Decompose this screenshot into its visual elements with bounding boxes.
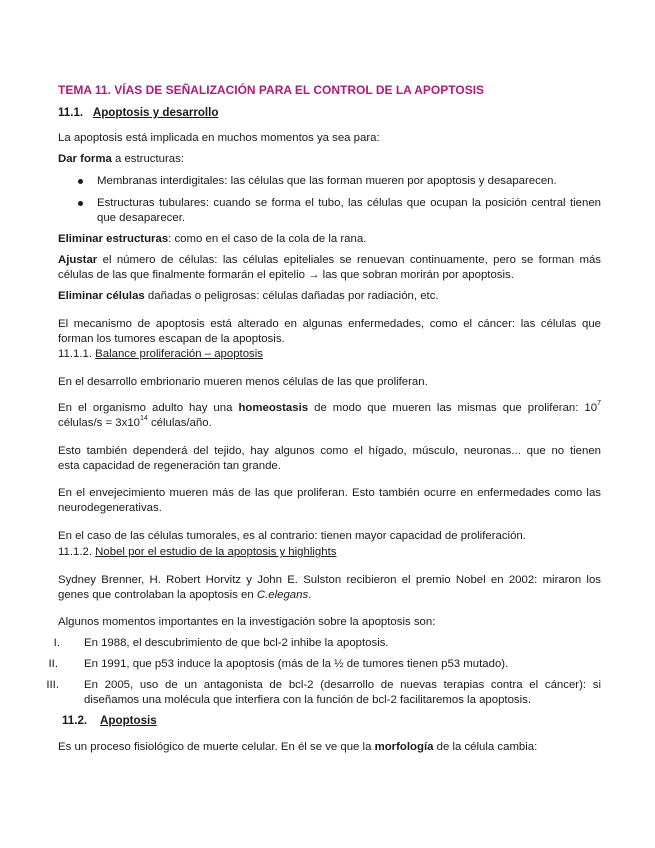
section-title: Apoptosis y desarrollo (92, 106, 219, 119)
subsection-heading-11-1-1 (58, 347, 601, 362)
mecanismo-line-1: El mecanismo de apoptosis está alterado en algunas enfermedades, como el cáncer: las células que (58, 318, 601, 330)
bold-term: morfología (374, 741, 434, 753)
text: células/año. (147, 417, 212, 429)
sydney-line-1: Sydney Brenner, H. Robert Horvitz y John E. Sulston recibieron el premio Nobel en 2002: miraron los (58, 574, 601, 586)
bullet-icon (78, 174, 86, 189)
text: genes que controlaban la apoptosis en (58, 589, 257, 601)
bullet-item-2: Estructuras tubulares: cuando se forma el tubo, las células que ocupan la posición central tienen (97, 197, 601, 209)
text: En el organismo adulto hay una (58, 402, 239, 414)
eliminar-celulas-line (58, 289, 601, 304)
page-title: TEMA 11. VÍAS DE SEÑALIZACIÓN PARA EL CONTROL DE LA APOPTOSIS (58, 83, 485, 97)
section-number: 11.2. (62, 714, 88, 727)
envejecimiento-line-1: En el envejecimiento mueren más de las que proliferan. Esto también ocurre en enfermedades como las (58, 487, 601, 499)
superscript: 7 (597, 400, 601, 407)
bullet-icon (78, 196, 86, 211)
milestone-item-3: En 2005, uso de un antagonista de bcl-2 (desarrollo de nuevas terapias contra el cáncer): si (84, 679, 601, 691)
roman-numeral: I. (53, 637, 60, 649)
text: Es un proceso fisiológico de muerte celular. En él se ve que la (58, 741, 375, 753)
roman-numeral: III. (46, 679, 59, 691)
superscript: 14 (140, 415, 148, 422)
section-heading-11-2 (62, 713, 601, 728)
text: de la célula cambia: (433, 741, 538, 753)
proceso-paragraph (58, 740, 601, 755)
text: : como en el caso de la cola de la rana. (168, 233, 367, 245)
embrionario-paragraph: En el desarrollo embrionario mueren menos células de las que proliferan. (58, 376, 428, 388)
text: células/s = 3x10 (58, 417, 140, 429)
section-title: Apoptosis (100, 714, 157, 727)
eliminar-estructuras-line (58, 232, 601, 247)
tejido-line-1: Esto también dependerá del tejido, hay algunos como el hígado, músculo, neuronas... que no tienen (58, 445, 601, 457)
text: de modo que mueren las mismas que proliferan: 10 (308, 402, 598, 414)
bullet-item-2-cont: que desaparecer. (97, 212, 186, 224)
text: dañadas o peligrosas: células dañadas por radiación, etc. (144, 290, 439, 302)
text: . (308, 589, 312, 601)
text: el número de células: las células epiteliales se renuevan continuamente, pero se forman más (97, 254, 601, 266)
mecanismo-line-2: forman los tumores escapan de la apoptosis. (58, 333, 285, 345)
text: a estructuras: (111, 153, 184, 165)
milestone-item-3-cont: diseñamos una molécula que interfiera con la función de bcl-2 facilitaremos la apoptosis. (84, 694, 532, 706)
bold-term: Dar forma (58, 153, 112, 165)
sydney-line-2 (58, 588, 601, 603)
subsection-number: 11.1.2. (58, 546, 92, 558)
bullet-item-1: Membranas interdigitales: las células que las forman mueren por apoptosis y desaparecen. (97, 175, 557, 187)
bold-term: Eliminar células (58, 290, 145, 302)
organismo-line-1 (58, 401, 601, 416)
organismo-line-2 (58, 416, 601, 431)
milestone-item-2: En 1991, que p53 induce la apoptosis (más de la ½ de tumores tienen p53 mutado). (84, 658, 509, 670)
subsection-title: Balance proliferación – apoptosis (95, 348, 263, 360)
tejido-line-2: esta capacidad de regeneración tan grande. (58, 460, 281, 472)
subsection-heading-11-1-2 (58, 545, 601, 560)
intro-paragraph: La apoptosis está implicada en muchos momentos ya sea para: (58, 132, 380, 144)
milestone-item-1: En 1988, el descubrimiento de que bcl-2 inhibe la apoptosis. (84, 637, 389, 649)
roman-numeral: II. (48, 658, 58, 670)
ajustar-line-1 (58, 253, 601, 268)
envejecimiento-line-2: neurodegenerativas. (58, 502, 162, 514)
section-number: 11.1. (58, 106, 84, 119)
ajustar-line-2: células de las que finalmente formarán el epitelio → las que sobran morirán por apoptosis. (58, 269, 514, 281)
bold-term: Eliminar estructuras (58, 233, 169, 245)
section-heading-11-1 (58, 105, 601, 120)
italic-term: C.elegans (256, 589, 309, 601)
bold-term: Ajustar (58, 254, 98, 266)
subsection-title: Nobel por el estudio de la apoptosis y highlights (95, 546, 337, 558)
bold-term: homeostasis (238, 402, 309, 414)
dar-forma-line (58, 152, 601, 167)
momentos-paragraph: Algunos momentos importantes en la investigación sobre la apoptosis son: (58, 616, 436, 628)
tumorales-paragraph: En el caso de las células tumorales, es al contrario: tienen mayor capacidad de proliferación. (58, 530, 526, 542)
subsection-number: 11.1.1. (58, 348, 92, 360)
